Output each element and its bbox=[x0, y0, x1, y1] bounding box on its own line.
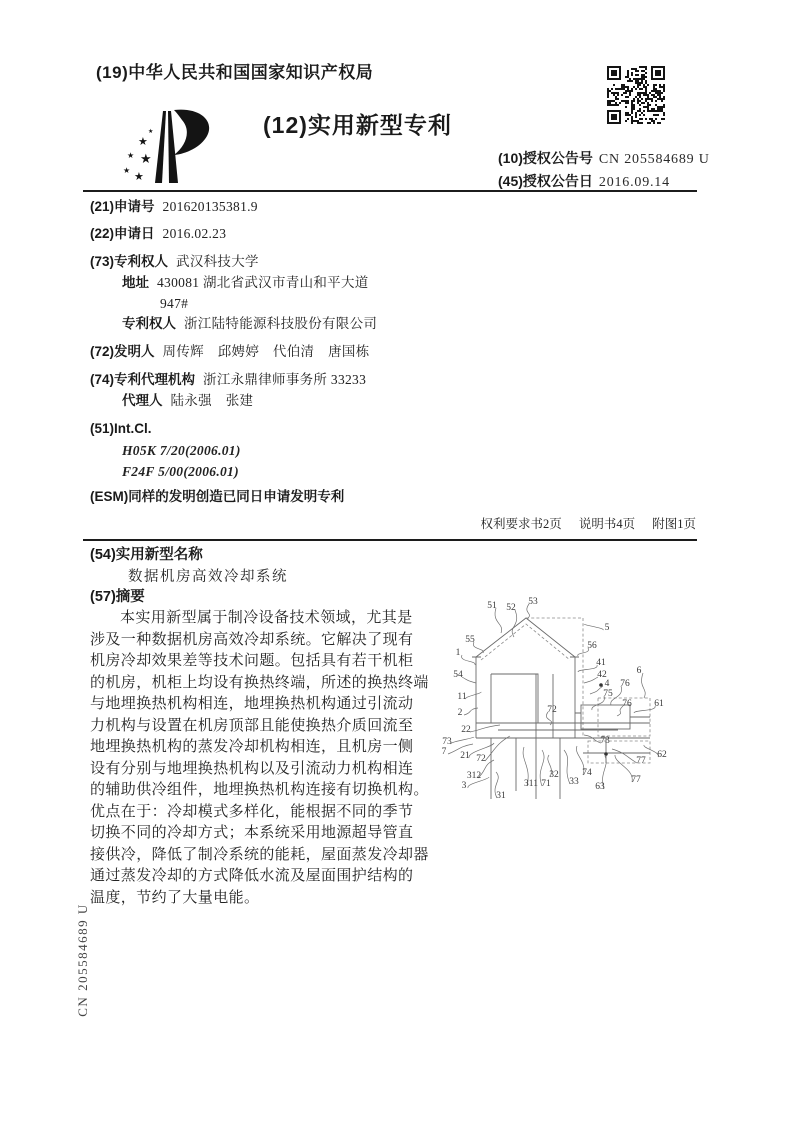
biblio-row bbox=[90, 487, 510, 507]
figure-cabinet bbox=[491, 674, 538, 723]
figure-label: 1 bbox=[455, 648, 461, 658]
biblio-row bbox=[90, 391, 510, 411]
logo-star: ★ bbox=[140, 151, 152, 166]
figure-label: 73 bbox=[600, 736, 610, 746]
cnipa-logo-icon bbox=[118, 103, 222, 191]
abstract-section-label: (57)摘要 bbox=[90, 589, 145, 605]
figure-leader-line bbox=[590, 686, 603, 694]
figure-label: 31 bbox=[496, 791, 506, 801]
abstract-line: 优点在于：冷却模式多样化，能根据不同的季节 bbox=[90, 803, 414, 820]
header-divider bbox=[83, 190, 697, 192]
abstract-line: 力机构与设置在机房顶部且能使换热介质回流至 bbox=[90, 717, 414, 734]
biblio-label: (74)专利代理机构 bbox=[90, 372, 196, 387]
figure-leader-line bbox=[615, 755, 632, 782]
biblio-row bbox=[90, 314, 510, 334]
figure-label: 2 bbox=[457, 708, 463, 718]
biblio-value: F24F 5/00(2006.01) bbox=[122, 464, 239, 479]
abstract-line: 设有分别与地埋换热机构以及引流动力机构相连 bbox=[90, 760, 414, 777]
abstract-line: 切换不同的冷却方式；本系统采用地源超导管直 bbox=[90, 825, 414, 841]
abstract-line: 的辅助供冷组件，地埋换热机构连接有切换机构。 bbox=[90, 782, 429, 798]
biblio-value: 2016.02.23 bbox=[162, 226, 227, 241]
publication-date-line bbox=[498, 171, 670, 191]
abstract-line: 机房冷却效果差等技术问题。包括具有若干机柜 bbox=[90, 653, 414, 669]
patent-figure-drawing bbox=[438, 586, 700, 896]
figure-label: 11 bbox=[457, 692, 467, 702]
publication-number-value: CN 205584689 U bbox=[598, 152, 710, 167]
figure-label: 5 bbox=[604, 623, 610, 633]
publication-date-label: (45)授权公告日 bbox=[498, 173, 593, 189]
biblio-value: H05K 7/20(2006.01) bbox=[122, 443, 241, 458]
side-publication-number: CN 205584689 U bbox=[75, 903, 90, 1017]
figure-label: 6 bbox=[636, 666, 642, 676]
abstract-line: 的机房，机柜上均设有换热终端，所述的换热终端 bbox=[90, 674, 429, 691]
patent-office-name: (19)中华人民共和国国家知识产权局 bbox=[96, 63, 374, 82]
figure-label: 33 bbox=[569, 777, 579, 787]
logo-star: ★ bbox=[148, 129, 154, 135]
figure-label: 55 bbox=[465, 635, 475, 645]
biblio-label: (21)申请号 bbox=[90, 199, 155, 214]
biblio-label: (51)Int.Cl. bbox=[90, 421, 152, 436]
pages-summary bbox=[400, 514, 696, 532]
figure-junction-dot bbox=[604, 752, 608, 756]
biblio-label: (22)申请日 bbox=[90, 226, 155, 241]
figure-label: 77 bbox=[631, 775, 641, 785]
biblio-value: 947# bbox=[160, 296, 189, 311]
biblio-value: 浙江永鼎律师事务所 33233 bbox=[203, 372, 367, 387]
figure-label: 76 bbox=[622, 699, 632, 709]
publication-number-label: (10)授权公告号 bbox=[498, 150, 593, 166]
figure-label: 311 bbox=[524, 779, 538, 789]
figures-pages: 附图1页 bbox=[652, 517, 696, 531]
biblio-value: 430081 湖北省武汉市青山和平大道 bbox=[157, 275, 369, 290]
abstract-line: 涉及一种数据机房高效冷却系统。它解决了现有 bbox=[90, 631, 414, 648]
biblio-label: (73)专利权人 bbox=[90, 254, 169, 269]
figure-ground-pipes bbox=[491, 738, 560, 799]
figure-leader-line bbox=[462, 655, 476, 665]
figure-label: 75 bbox=[603, 689, 613, 699]
cnipa-logo-graphic bbox=[118, 103, 222, 191]
figure-label: 52 bbox=[506, 603, 516, 613]
abstract-line: 与地埋换热机构相连，地埋换热机构通过引流动 bbox=[90, 696, 414, 712]
figure-label: 7 bbox=[441, 747, 447, 757]
figure-leader-line bbox=[485, 736, 510, 761]
claims-pages: 权利要求书2页 bbox=[480, 517, 562, 531]
figure-label: 54 bbox=[453, 670, 463, 680]
figure-label: 77 bbox=[636, 756, 646, 766]
biblio-row bbox=[90, 370, 510, 390]
figure-label: 4 bbox=[604, 679, 610, 689]
figure-label: 21 bbox=[460, 751, 470, 761]
figure-roof bbox=[476, 618, 575, 657]
figure-label: 32 bbox=[549, 770, 559, 780]
figure-leader-line bbox=[470, 725, 500, 732]
abstract-line: 通过蒸发冷却的方式降低水流及屋面围护结构的 bbox=[90, 868, 414, 884]
figure-label: 61 bbox=[654, 699, 664, 709]
biblio-row bbox=[90, 252, 510, 272]
document-type-title: (12)实用新型专利 bbox=[263, 112, 452, 138]
figure-leader-line bbox=[462, 677, 476, 683]
biblio-value: 武汉科技大学 bbox=[176, 254, 259, 269]
figure-leader-line bbox=[634, 706, 655, 713]
figure-label: 71 bbox=[541, 779, 551, 789]
biblio-row bbox=[90, 462, 510, 482]
figure-leader-line bbox=[451, 737, 474, 744]
logo-star: ★ bbox=[138, 136, 148, 148]
section-divider bbox=[83, 539, 697, 541]
figure-label: 3 bbox=[461, 781, 467, 791]
qr-code-icon bbox=[607, 66, 665, 124]
figure-leader-line bbox=[473, 642, 483, 653]
biblio-row bbox=[90, 294, 510, 314]
qr-code-graphic bbox=[607, 66, 665, 124]
figure-label: 72 bbox=[547, 705, 557, 715]
invention-title: 数据机房高效冷却系统 bbox=[128, 569, 288, 585]
biblio-row bbox=[90, 224, 510, 244]
figure-label: 72 bbox=[476, 754, 486, 764]
figure-leader-line bbox=[466, 692, 481, 699]
figure-label: 42 bbox=[597, 670, 607, 680]
biblio-value: 周传辉 邱娉婷 代伯清 唐国栋 bbox=[162, 344, 370, 359]
figure-leader-line bbox=[584, 624, 603, 630]
figure-label: 62 bbox=[657, 750, 667, 760]
biblio-value: 浙江陆特能源科技股份有限公司 bbox=[184, 316, 378, 331]
figure-label: 41 bbox=[596, 658, 606, 668]
biblio-label: 专利权人 bbox=[122, 316, 176, 331]
figure-leader-line bbox=[495, 608, 502, 633]
logo-star: ★ bbox=[123, 166, 131, 175]
biblio-list bbox=[90, 197, 510, 507]
figure-label: 73 bbox=[442, 737, 452, 747]
biblio-label: (72)发明人 bbox=[90, 344, 155, 359]
logo-star: ★ bbox=[134, 171, 144, 183]
biblio-row bbox=[90, 419, 510, 439]
biblio-row bbox=[90, 441, 510, 461]
abstract-text bbox=[90, 608, 442, 909]
title-section-label: (54)实用新型名称 bbox=[90, 547, 203, 563]
figure-label: 74 bbox=[582, 768, 592, 778]
biblio-label: 代理人 bbox=[122, 393, 163, 408]
biblio-value: 陆永强 张建 bbox=[170, 393, 254, 408]
figure-label: 63 bbox=[595, 782, 605, 792]
abstract-line: 地埋换热机构的蒸发冷却机构相连，且机房一侧 bbox=[90, 739, 414, 755]
figure-leader-line bbox=[644, 745, 658, 757]
biblio-row bbox=[90, 197, 510, 217]
figure-label: 51 bbox=[487, 601, 497, 611]
figure-label: 76 bbox=[620, 679, 630, 689]
figure-leader-line bbox=[584, 677, 598, 683]
biblio-row bbox=[90, 342, 510, 362]
biblio-value: 201620135381.9 bbox=[162, 199, 258, 214]
figure-label: 53 bbox=[528, 597, 538, 607]
abstract-line: 接供冷，降低了制冷系统的能耗，屋面蒸发冷却器 bbox=[90, 846, 429, 863]
figure-right-dashed bbox=[526, 618, 583, 738]
figure-leader-line bbox=[612, 749, 637, 763]
publication-date-value: 2016.09.14 bbox=[598, 175, 670, 190]
figure-leader-line bbox=[642, 673, 646, 698]
description-pages: 说明书4页 bbox=[578, 517, 636, 531]
figure-label: 22 bbox=[461, 725, 471, 735]
logo-star: ★ bbox=[127, 151, 135, 160]
biblio-label: (ESM)同样的发明创造已同日申请发明专利 bbox=[90, 489, 345, 504]
figure-label: 312 bbox=[466, 771, 482, 781]
abstract-line: 本实用新型属于制冷设备技术领域，尤其是 bbox=[120, 610, 413, 626]
abstract-line: 温度，节约了大量电能。 bbox=[90, 889, 260, 906]
figure-leader-line bbox=[578, 665, 597, 672]
publication-number-line bbox=[498, 148, 710, 168]
patent-figure bbox=[438, 586, 700, 896]
biblio-row bbox=[90, 273, 510, 293]
biblio-label: 地址 bbox=[122, 275, 149, 290]
figure-label: 56 bbox=[587, 641, 597, 651]
